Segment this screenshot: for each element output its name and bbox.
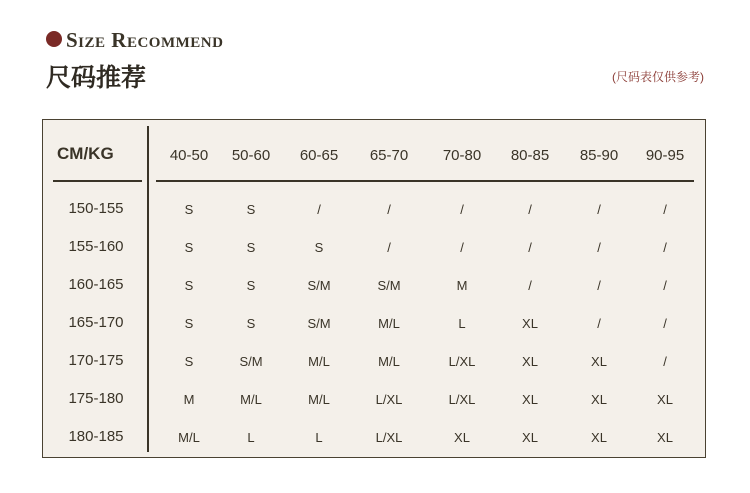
table-cell: /: [528, 202, 532, 217]
table-cell: M/L: [308, 392, 330, 407]
column-header: 80-85: [510, 147, 550, 164]
title-cn: 尺码推荐: [46, 63, 147, 92]
table-cell: /: [528, 240, 532, 255]
table-cell: L/XL: [448, 392, 476, 407]
column-header: 85-90: [579, 147, 619, 164]
table-cell: /: [597, 202, 601, 217]
column-header: 40-50: [169, 147, 209, 164]
table-cell: M/L: [240, 392, 262, 407]
table-cell: L/XL: [375, 430, 403, 445]
table-cell: XL: [522, 392, 538, 407]
header-divider-right: [156, 180, 694, 182]
table-cell: /: [663, 202, 667, 217]
table-cell: XL: [591, 354, 607, 369]
table-cell: M/L: [178, 430, 200, 445]
table-cell: M/L: [378, 354, 400, 369]
table-cell: L: [458, 316, 466, 331]
title-en: Size Recommend: [66, 28, 224, 52]
table-cell: S/M: [239, 354, 263, 369]
table-cell: S/M: [307, 278, 331, 293]
row-header: 175-180: [68, 390, 124, 407]
table-cell: S: [246, 278, 256, 293]
table-cell: XL: [657, 392, 673, 407]
table-cell: XL: [454, 430, 470, 445]
table-cell: L/XL: [448, 354, 476, 369]
header-divider-left: [53, 180, 142, 182]
size-table: [42, 119, 706, 458]
table-cell: L: [247, 430, 255, 445]
table-cell: XL: [591, 392, 607, 407]
column-header: 70-80: [442, 147, 482, 164]
table-cell: S: [246, 316, 256, 331]
table-cell: S/M: [307, 316, 331, 331]
corner-label: CM/KG: [57, 144, 114, 163]
table-cell: M/L: [308, 354, 330, 369]
table-cell: L/XL: [375, 392, 403, 407]
table-cell: S: [246, 240, 256, 255]
table-cell: /: [663, 240, 667, 255]
table-cell: XL: [591, 430, 607, 445]
column-header: 50-60: [231, 147, 271, 164]
table-cell: XL: [522, 430, 538, 445]
table-cell: S: [246, 202, 256, 217]
table-cell: S/M: [377, 278, 401, 293]
row-header: 155-160: [68, 238, 124, 255]
table-cell: /: [597, 316, 601, 331]
table-cell: /: [460, 240, 464, 255]
table-cell: /: [663, 278, 667, 293]
table-cell: /: [597, 278, 601, 293]
table-cell: /: [597, 240, 601, 255]
table-cell: S: [314, 240, 324, 255]
row-header: 170-175: [68, 352, 124, 369]
table-cell: M/L: [378, 316, 400, 331]
row-header: 165-170: [68, 314, 124, 331]
column-header: 65-70: [369, 147, 409, 164]
table-cell: XL: [522, 354, 538, 369]
table-cell: XL: [657, 430, 673, 445]
table-cell: /: [663, 316, 667, 331]
table-cell: /: [460, 202, 464, 217]
table-cell: S: [184, 202, 194, 217]
accent-dot-icon: [46, 31, 62, 47]
row-header: 150-155: [68, 200, 124, 217]
row-header: 180-185: [68, 428, 124, 445]
table-cell: M: [456, 278, 468, 293]
column-header: 60-65: [299, 147, 339, 164]
row-header: 160-165: [68, 276, 124, 293]
table-cell: /: [528, 278, 532, 293]
table-cell: S: [184, 316, 194, 331]
table-cell: /: [387, 202, 391, 217]
reference-note: (尺码表仅供参考): [612, 70, 704, 84]
table-cell: S: [184, 354, 194, 369]
table-cell: L: [315, 430, 323, 445]
table-cell: XL: [522, 316, 538, 331]
table-cell: /: [387, 240, 391, 255]
table-cell: /: [663, 354, 667, 369]
table-cell: /: [317, 202, 321, 217]
table-cell: S: [184, 278, 194, 293]
column-header: 90-95: [645, 147, 685, 164]
table-cell: S: [184, 240, 194, 255]
table-cell: M: [183, 392, 195, 407]
vertical-divider: [147, 126, 149, 452]
